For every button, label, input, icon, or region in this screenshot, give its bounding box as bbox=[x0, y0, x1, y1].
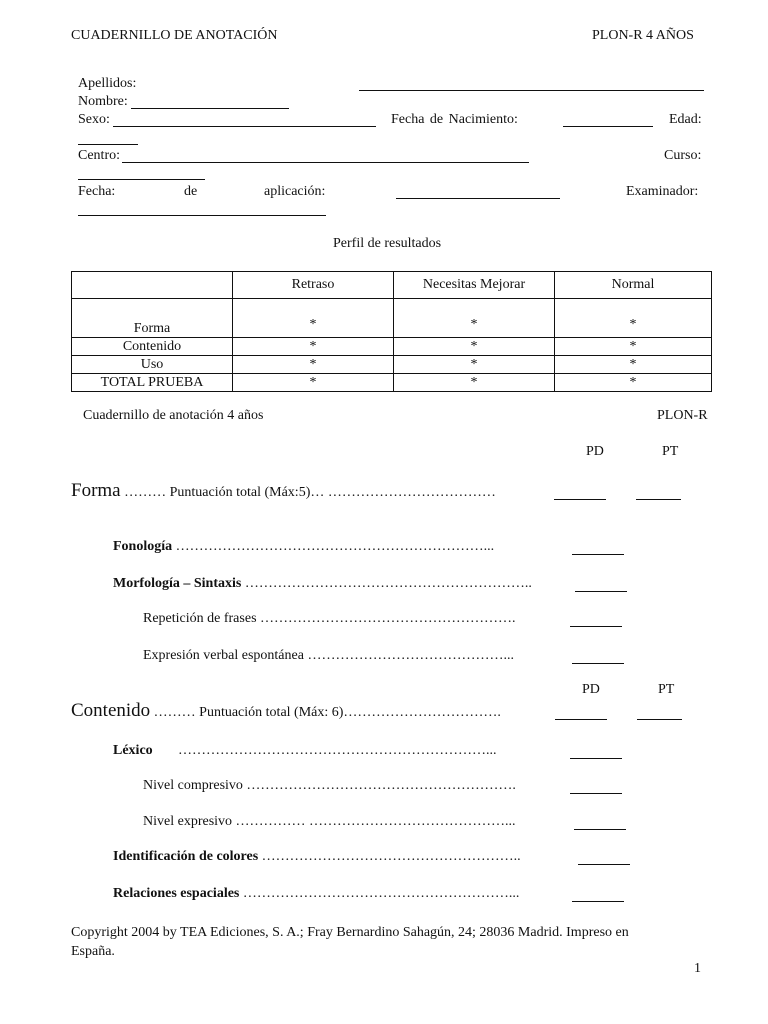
fecha-nacimiento-field[interactable] bbox=[563, 126, 653, 127]
page-number: 1 bbox=[694, 961, 701, 976]
header-title: CUADERNILLO DE ANOTACIÓN bbox=[71, 28, 278, 43]
examinador-field[interactable] bbox=[78, 215, 326, 216]
expresivo-label: Nivel expresivo …………… ……………………………………... bbox=[143, 814, 516, 829]
table-header-normal: Normal bbox=[555, 272, 712, 299]
pt-header: PT bbox=[662, 444, 679, 459]
sexo-label: Sexo: bbox=[78, 112, 110, 127]
apellidos-field[interactable] bbox=[359, 90, 704, 91]
morfologia-dots: …………………………………………………….. bbox=[244, 576, 532, 591]
aplicacion-label: aplicación: bbox=[264, 184, 326, 199]
repeticion-pd-field[interactable] bbox=[570, 626, 622, 627]
relaciones-label: Relaciones espaciales bbox=[113, 886, 240, 901]
morfologia-label: Morfología – Sintaxis bbox=[113, 576, 242, 591]
fonologia-dots: …………………………………………………………... bbox=[175, 539, 495, 554]
cell-mark[interactable]: * bbox=[555, 338, 712, 356]
curso-field[interactable] bbox=[78, 179, 205, 180]
subheader-title: Cuadernillo de anotación 4 años bbox=[83, 408, 264, 423]
forma-total-label: Puntuación total (Máx:5)… ……………………………… bbox=[169, 485, 496, 500]
pt-header-2: PT bbox=[658, 682, 675, 697]
compresivo-pd-field[interactable] bbox=[570, 793, 622, 794]
compresivo-label: Nivel compresivo …………………………………………………. bbox=[143, 778, 516, 793]
cell-mark[interactable]: * bbox=[233, 374, 394, 392]
table-header-mejorar: Necesitas Mejorar bbox=[394, 272, 555, 299]
sexo-field[interactable] bbox=[113, 126, 376, 127]
colores-pd-field[interactable] bbox=[578, 864, 630, 865]
contenido-total-label: Puntuación total (Máx: 6)……………………………. bbox=[199, 705, 501, 720]
pd-header: PD bbox=[586, 444, 604, 459]
fecha-de-label: de bbox=[184, 184, 198, 199]
relaciones-dots: …………………………………………………... bbox=[242, 886, 520, 901]
nombre-field[interactable] bbox=[131, 108, 289, 109]
header-test-id: PLON-R 4 AÑOS bbox=[592, 28, 694, 43]
cell-mark[interactable]: * bbox=[394, 356, 555, 374]
table-row bbox=[72, 338, 712, 356]
fecha-aplicacion-field[interactable] bbox=[396, 198, 560, 199]
forma-pd-field[interactable] bbox=[554, 499, 606, 500]
row-label: TOTAL PRUEBA bbox=[72, 374, 233, 392]
contenido-pt-field[interactable] bbox=[637, 719, 682, 720]
copyright-line-2: España. bbox=[71, 944, 115, 959]
profile-title: Perfil de resultados bbox=[333, 236, 442, 251]
curso-label: Curso: bbox=[664, 148, 702, 163]
cell-mark[interactable]: * bbox=[555, 356, 712, 374]
fonologia-label: Fonología bbox=[113, 539, 173, 554]
forma-pt-field[interactable] bbox=[636, 499, 681, 500]
lexico-pd-field[interactable] bbox=[570, 758, 622, 759]
lexico-dots: …………………………………………………………... bbox=[178, 743, 497, 758]
centro-field[interactable] bbox=[122, 162, 529, 163]
row-label: Uso bbox=[72, 356, 233, 374]
pd-header-2: PD bbox=[582, 682, 600, 697]
colores-label: Identificación de colores bbox=[113, 849, 259, 864]
examinador-label: Examinador: bbox=[626, 184, 699, 199]
copyright-line-1: Copyright 2004 by TEA Ediciones, S. A.; Fray Bernardino Sahagún, 24; 28036 Madrid. Impreso en bbox=[71, 925, 629, 940]
cell-mark[interactable]: * bbox=[394, 374, 555, 392]
morfologia-row bbox=[113, 576, 532, 592]
table-header-retraso: Retraso bbox=[233, 272, 394, 299]
forma-title: Forma bbox=[71, 480, 121, 501]
fonologia-pd-field[interactable] bbox=[572, 554, 624, 555]
subheader-test-id: PLON-R bbox=[657, 408, 708, 423]
contenido-title: Contenido bbox=[71, 700, 151, 721]
contenido-dots: ……… bbox=[153, 705, 196, 720]
fecha-label: Fecha: bbox=[78, 184, 116, 199]
fonologia-row bbox=[113, 539, 494, 555]
expresion-pd-field[interactable] bbox=[572, 663, 624, 664]
repeticion-label: Repetición de frases ………………………………………………. bbox=[143, 611, 516, 626]
forma-heading bbox=[71, 480, 496, 502]
lexico-label-bold: Léxico bbox=[113, 743, 153, 758]
row-label: Forma bbox=[72, 299, 233, 338]
colores-dots: ……………………………………………….. bbox=[261, 849, 521, 864]
cell-mark[interactable]: * bbox=[233, 299, 394, 338]
colores-row bbox=[113, 849, 521, 865]
contenido-pd-field[interactable] bbox=[555, 719, 607, 720]
relaciones-row bbox=[113, 886, 519, 902]
nombre-label: Nombre: bbox=[78, 94, 128, 109]
forma-dots: ……… bbox=[124, 485, 167, 500]
table-row bbox=[72, 299, 712, 338]
edad-field[interactable] bbox=[78, 144, 138, 145]
table-row bbox=[72, 374, 712, 392]
cell-mark[interactable]: * bbox=[233, 356, 394, 374]
cell-mark[interactable]: * bbox=[394, 338, 555, 356]
relaciones-pd-field[interactable] bbox=[572, 901, 624, 902]
results-profile-table bbox=[71, 271, 712, 392]
contenido-heading bbox=[71, 700, 501, 722]
fecha-nacimiento-label: Fecha de Nacimiento: bbox=[391, 112, 518, 127]
cell-mark[interactable]: * bbox=[394, 299, 555, 338]
expresivo-pd-field[interactable] bbox=[574, 829, 626, 830]
row-label: Contenido bbox=[72, 338, 233, 356]
cell-mark[interactable]: * bbox=[555, 374, 712, 392]
expresion-label: Expresión verbal espontánea ……………………………………... bbox=[143, 648, 514, 663]
cell-mark[interactable]: * bbox=[555, 299, 712, 338]
table-row bbox=[72, 356, 712, 374]
table-header-empty bbox=[72, 272, 233, 299]
edad-label: Edad: bbox=[669, 112, 702, 127]
cell-mark[interactable]: * bbox=[233, 338, 394, 356]
centro-label: Centro: bbox=[78, 148, 120, 163]
apellidos-label: Apellidos: bbox=[78, 76, 137, 91]
morfologia-pd-field[interactable] bbox=[575, 591, 627, 592]
